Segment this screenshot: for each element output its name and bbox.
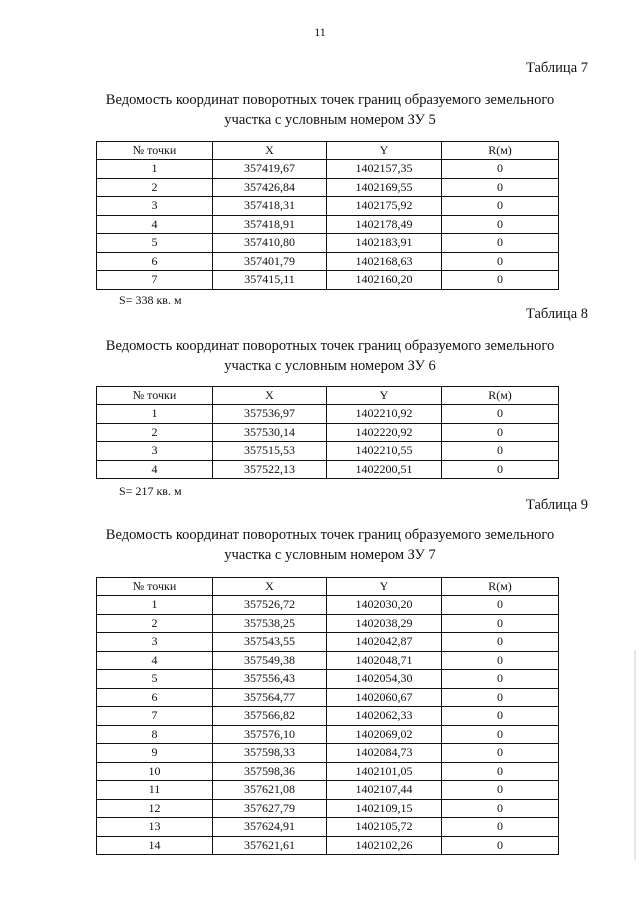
cell-radius: 0 bbox=[442, 781, 559, 800]
header-y: Y bbox=[327, 578, 442, 596]
table-row bbox=[97, 160, 559, 179]
header-radius: R(м) bbox=[442, 142, 559, 160]
table-row bbox=[97, 215, 559, 234]
scan-edge-mark bbox=[634, 650, 636, 860]
cell-radius: 0 bbox=[442, 197, 559, 216]
cell-x: 357549,38 bbox=[213, 651, 327, 670]
cell-radius: 0 bbox=[442, 614, 559, 633]
table-body bbox=[97, 405, 559, 479]
cell-point-number: 14 bbox=[97, 836, 213, 855]
header-x: X bbox=[213, 142, 327, 160]
cell-x: 357515,53 bbox=[213, 442, 327, 461]
coordinates-table-9 bbox=[96, 577, 559, 855]
cell-x: 357415,11 bbox=[213, 271, 327, 290]
cell-x: 357621,61 bbox=[213, 836, 327, 855]
cell-y: 1402210,92 bbox=[327, 405, 442, 424]
table-row bbox=[97, 596, 559, 615]
cell-radius: 0 bbox=[442, 442, 559, 461]
cell-radius: 0 bbox=[442, 707, 559, 726]
cell-y: 1402101,05 bbox=[327, 762, 442, 781]
page-number: 11 bbox=[314, 25, 326, 39]
caption-line: Ведомость координат поворотных точек границ образуемого земельного bbox=[105, 338, 555, 354]
table-row bbox=[97, 818, 559, 837]
cell-x: 357627,79 bbox=[213, 799, 327, 818]
cell-point-number: 6 bbox=[97, 252, 213, 271]
cell-y: 1402069,02 bbox=[327, 725, 442, 744]
cell-y: 1402200,51 bbox=[327, 460, 442, 479]
cell-y: 1402157,35 bbox=[327, 160, 442, 179]
cell-x: 357419,67 bbox=[213, 160, 327, 179]
coordinates-table-8 bbox=[96, 386, 559, 479]
table-row bbox=[97, 614, 559, 633]
cell-y: 1402183,91 bbox=[327, 234, 442, 253]
cell-point-number: 1 bbox=[97, 405, 213, 424]
cell-x: 357526,72 bbox=[213, 596, 327, 615]
cell-y: 1402048,71 bbox=[327, 651, 442, 670]
cell-y: 1402060,67 bbox=[327, 688, 442, 707]
header-x: X bbox=[213, 578, 327, 596]
area-note-table-8: S= 217 кв. м bbox=[119, 484, 182, 498]
cell-point-number: 7 bbox=[97, 271, 213, 290]
caption-line: участка с условным номером ЗУ 7 bbox=[224, 547, 436, 563]
table-row bbox=[97, 178, 559, 197]
cell-x: 357556,43 bbox=[213, 670, 327, 689]
cell-y: 1402062,33 bbox=[327, 707, 442, 726]
cell-point-number: 11 bbox=[97, 781, 213, 800]
table-row bbox=[97, 688, 559, 707]
cell-y: 1402107,44 bbox=[327, 781, 442, 800]
cell-radius: 0 bbox=[442, 178, 559, 197]
table-row bbox=[97, 762, 559, 781]
table-header-row bbox=[97, 387, 559, 405]
cell-y: 1402178,49 bbox=[327, 215, 442, 234]
cell-radius: 0 bbox=[442, 725, 559, 744]
cell-x: 357564,77 bbox=[213, 688, 327, 707]
table-row bbox=[97, 725, 559, 744]
cell-point-number: 8 bbox=[97, 725, 213, 744]
cell-y: 1402168,63 bbox=[327, 252, 442, 271]
cell-point-number: 7 bbox=[97, 707, 213, 726]
table-row bbox=[97, 442, 559, 461]
table-7-caption bbox=[90, 90, 570, 130]
cell-y: 1402102,26 bbox=[327, 836, 442, 855]
table-row bbox=[97, 836, 559, 855]
cell-x: 357624,91 bbox=[213, 818, 327, 837]
cell-point-number: 10 bbox=[97, 762, 213, 781]
cell-y: 1402210,55 bbox=[327, 442, 442, 461]
table-row bbox=[97, 744, 559, 763]
table-row bbox=[97, 633, 559, 652]
cell-radius: 0 bbox=[442, 160, 559, 179]
cell-radius: 0 bbox=[442, 405, 559, 424]
cell-x: 357410,80 bbox=[213, 234, 327, 253]
header-y: Y bbox=[327, 387, 442, 405]
table-row bbox=[97, 707, 559, 726]
cell-x: 357576,10 bbox=[213, 725, 327, 744]
cell-radius: 0 bbox=[442, 818, 559, 837]
cell-y: 1402084,73 bbox=[327, 744, 442, 763]
cell-point-number: 1 bbox=[97, 160, 213, 179]
cell-x: 357538,25 bbox=[213, 614, 327, 633]
cell-y: 1402038,29 bbox=[327, 614, 442, 633]
header-point-number: № точки bbox=[97, 142, 213, 160]
cell-x: 357598,36 bbox=[213, 762, 327, 781]
cell-y: 1402220,92 bbox=[327, 423, 442, 442]
table-row bbox=[97, 252, 559, 271]
area-note-table-7: S= 338 кв. м bbox=[119, 293, 182, 307]
table-body bbox=[97, 596, 559, 855]
table-row bbox=[97, 423, 559, 442]
cell-y: 1402105,72 bbox=[327, 818, 442, 837]
cell-x: 357543,55 bbox=[213, 633, 327, 652]
table-row bbox=[97, 651, 559, 670]
cell-point-number: 2 bbox=[97, 178, 213, 197]
cell-point-number: 5 bbox=[97, 234, 213, 253]
cell-point-number: 4 bbox=[97, 215, 213, 234]
cell-x: 357598,33 bbox=[213, 744, 327, 763]
cell-y: 1402109,15 bbox=[327, 799, 442, 818]
cell-radius: 0 bbox=[442, 271, 559, 290]
table-row bbox=[97, 234, 559, 253]
header-point-number: № точки bbox=[97, 387, 213, 405]
cell-radius: 0 bbox=[442, 651, 559, 670]
cell-point-number: 1 bbox=[97, 596, 213, 615]
table-row bbox=[97, 460, 559, 479]
table-header-row bbox=[97, 578, 559, 596]
caption-line: участка с условным номером ЗУ 5 bbox=[224, 112, 436, 128]
table-row bbox=[97, 781, 559, 800]
cell-radius: 0 bbox=[442, 252, 559, 271]
cell-y: 1402175,92 bbox=[327, 197, 442, 216]
cell-point-number: 4 bbox=[97, 651, 213, 670]
cell-radius: 0 bbox=[442, 799, 559, 818]
table-header-row bbox=[97, 142, 559, 160]
cell-x: 357536,97 bbox=[213, 405, 327, 424]
cell-point-number: 2 bbox=[97, 614, 213, 633]
cell-y: 1402030,20 bbox=[327, 596, 442, 615]
caption-line: Ведомость координат поворотных точек границ образуемого земельного bbox=[105, 92, 555, 108]
header-x: X bbox=[213, 387, 327, 405]
cell-x: 357522,13 bbox=[213, 460, 327, 479]
caption-line: участка с условным номером ЗУ 6 bbox=[224, 358, 436, 374]
cell-point-number: 4 bbox=[97, 460, 213, 479]
header-y: Y bbox=[327, 142, 442, 160]
cell-x: 357418,91 bbox=[213, 215, 327, 234]
cell-radius: 0 bbox=[442, 234, 559, 253]
table-row bbox=[97, 197, 559, 216]
table-row bbox=[97, 670, 559, 689]
cell-radius: 0 bbox=[442, 744, 559, 763]
cell-y: 1402169,55 bbox=[327, 178, 442, 197]
cell-point-number: 12 bbox=[97, 799, 213, 818]
coordinates-table-7 bbox=[96, 141, 559, 290]
table-9-caption bbox=[90, 525, 570, 565]
cell-x: 357566,82 bbox=[213, 707, 327, 726]
table-body bbox=[97, 160, 559, 290]
cell-radius: 0 bbox=[442, 596, 559, 615]
cell-point-number: 13 bbox=[97, 818, 213, 837]
table-row bbox=[97, 799, 559, 818]
cell-x: 357418,31 bbox=[213, 197, 327, 216]
cell-radius: 0 bbox=[442, 460, 559, 479]
cell-y: 1402160,20 bbox=[327, 271, 442, 290]
cell-radius: 0 bbox=[442, 762, 559, 781]
cell-x: 357530,14 bbox=[213, 423, 327, 442]
table-8-caption bbox=[90, 336, 570, 376]
cell-point-number: 3 bbox=[97, 442, 213, 461]
cell-y: 1402054,30 bbox=[327, 670, 442, 689]
cell-x: 357401,79 bbox=[213, 252, 327, 271]
table-row bbox=[97, 271, 559, 290]
cell-point-number: 6 bbox=[97, 688, 213, 707]
cell-x: 357426,84 bbox=[213, 178, 327, 197]
cell-radius: 0 bbox=[442, 215, 559, 234]
header-radius: R(м) bbox=[442, 578, 559, 596]
cell-radius: 0 bbox=[442, 633, 559, 652]
caption-line: Ведомость координат поворотных точек границ образуемого земельного bbox=[105, 527, 555, 543]
cell-point-number: 9 bbox=[97, 744, 213, 763]
header-point-number: № точки bbox=[97, 578, 213, 596]
table-9-label: Таблица 9 bbox=[525, 497, 588, 513]
table-7-label: Таблица 7 bbox=[525, 60, 588, 76]
cell-point-number: 2 bbox=[97, 423, 213, 442]
cell-y: 1402042,87 bbox=[327, 633, 442, 652]
table-row bbox=[97, 405, 559, 424]
cell-radius: 0 bbox=[442, 423, 559, 442]
table-8-label: Таблица 8 bbox=[525, 306, 588, 322]
cell-point-number: 5 bbox=[97, 670, 213, 689]
header-radius: R(м) bbox=[442, 387, 559, 405]
cell-radius: 0 bbox=[442, 670, 559, 689]
cell-radius: 0 bbox=[442, 688, 559, 707]
cell-x: 357621,08 bbox=[213, 781, 327, 800]
cell-radius: 0 bbox=[442, 836, 559, 855]
cell-point-number: 3 bbox=[97, 633, 213, 652]
cell-point-number: 3 bbox=[97, 197, 213, 216]
